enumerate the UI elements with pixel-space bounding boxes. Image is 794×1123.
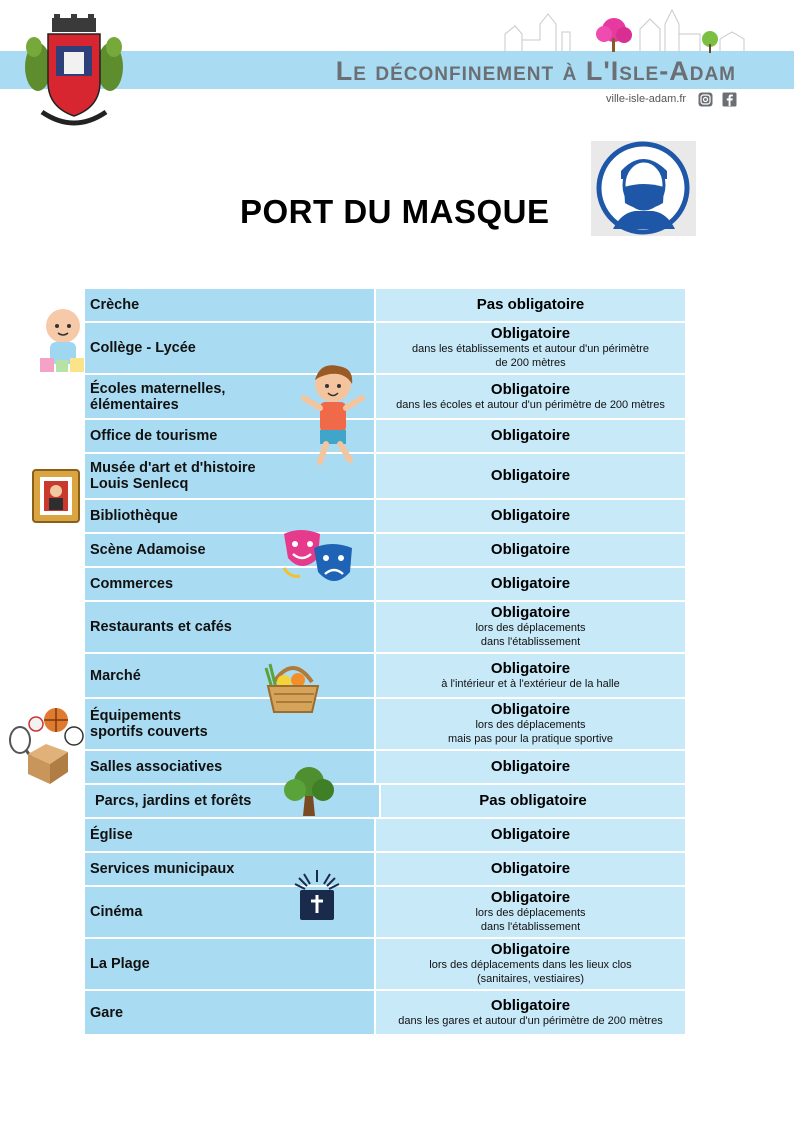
note-text: (sanitaires, vestiaires) [477,973,584,985]
rule-cell [376,500,685,532]
place-cell: Restaurants et cafés [85,602,376,652]
place-cell: Collège - Lycée [85,323,376,373]
rule-cell [376,568,685,600]
note-text: dans les établissements et autour d'un périmètre [412,343,649,355]
note-text: dans l'établissement [480,636,581,648]
table-row [85,534,685,568]
page-title: PORT DU MASQUE [240,193,550,230]
place-cell: Salles associatives [85,751,376,783]
table-row [85,323,685,375]
rule-cell [376,853,685,885]
table-row [85,654,685,699]
place-cell: Office de tourisme [85,420,376,452]
status-text: Obligatoire [490,604,571,621]
sports-equipment-icon [6,704,86,786]
place-cell: Bibliothèque [85,500,376,532]
rule-cell [376,699,685,749]
place-cell: Marché [85,654,376,697]
place-cell: Crèche [85,289,376,321]
table-row [85,289,685,323]
status-text: Obligatoire [490,507,571,524]
note-text: de 200 mètres [495,357,566,369]
status-text: Obligatoire [490,826,571,843]
status-text: Obligatoire [490,701,571,718]
table-row [85,991,685,1034]
status-text: Obligatoire [490,467,571,484]
table-row [85,500,685,534]
place-cell: Services municipaux [85,853,376,885]
instagram-icon[interactable] [698,92,713,107]
rule-cell [376,991,685,1034]
note-text: à l'intérieur et à l'extérieur de la halle [441,677,620,690]
table-row [85,568,685,602]
rule-cell [376,939,685,989]
place-cell: Église [85,819,376,851]
place-cell: Cinéma [85,887,376,937]
rule-cell [376,420,685,452]
status-text: Pas obligatoire [479,792,587,809]
table-row [85,602,685,654]
city-coat-of-arms-logo [20,12,128,132]
place-cell: Parcs, jardins et forêts [85,785,381,817]
rule-cell [376,602,685,652]
place-cell: Gare [85,991,376,1034]
theatre-masks-icon [280,528,356,592]
place-cell [85,699,376,749]
table-row [85,939,685,991]
note-text: lors des déplacements dans les lieux clos [429,959,632,971]
table-row [85,853,685,887]
rule-cell [376,887,685,937]
status-text: Obligatoire [490,659,571,677]
market-basket-icon [262,658,324,714]
status-text: Obligatoire [490,860,571,877]
facebook-icon[interactable] [722,92,737,107]
place-cell: Scène Adamoise [85,534,376,566]
status-text: Obligatoire [490,996,571,1014]
note-text: dans les écoles et autour d'un périmètre de 200 mètres [396,398,665,411]
place-cell: Commerces [85,568,376,600]
mask-rules-table [85,289,685,1034]
rule-cell [376,454,685,498]
note-text: dans les gares et autour d'un périmètre de 200 mètres [398,1014,663,1027]
status-text: Obligatoire [490,541,571,558]
table-row [85,785,685,819]
child-jumping-icon [300,360,366,470]
rule-cell [376,323,685,373]
rule-cell [376,375,685,418]
rule-cell [376,819,685,851]
status-text: Obligatoire [490,427,571,444]
website-link[interactable]: ville-isle-adam.fr [606,93,687,105]
note-text: lors des déplacements [475,907,586,919]
tree-icon [283,764,335,818]
table-row [85,454,685,500]
status-text: Pas obligatoire [476,296,585,313]
baby-icon [38,306,88,374]
place-label: Écoles maternelles, élémentaires [90,380,226,413]
rule-cell [376,751,685,783]
place-cell: La Plage [85,939,376,989]
rule-cell [376,534,685,566]
table-row [85,699,685,751]
place-label: Équipements sportifs couverts [90,708,208,740]
rule-cell [376,289,685,321]
table-row [85,751,685,785]
note-text: lors des déplacements [475,719,586,731]
table-row [85,887,685,939]
status-text: Obligatoire [490,941,571,958]
table-row [85,375,685,420]
city-skyline-illustration [500,4,745,54]
museum-painting-icon [32,469,80,523]
place-label: Musée d'art et d'histoire Louis Senlecq [90,460,256,492]
table-row [85,420,685,454]
table-row [85,819,685,853]
status-text: Obligatoire [490,380,571,398]
status-text: Obligatoire [490,889,571,906]
note-text: dans l'établissement [480,921,581,933]
bible-book-icon [292,868,342,922]
status-text: Obligatoire [490,325,571,342]
rule-cell [381,785,685,817]
rule-cell [376,654,685,697]
face-mask-icon [591,141,696,236]
note-text: lors des déplacements [475,622,586,634]
page-header-title: Le déconfinement à L'Isle-Adam [335,56,736,86]
note-text: mais pas pour la pratique sportive [447,733,614,745]
mask-pictogram [591,141,696,236]
status-text: Obligatoire [490,758,571,775]
status-text: Obligatoire [490,575,571,592]
